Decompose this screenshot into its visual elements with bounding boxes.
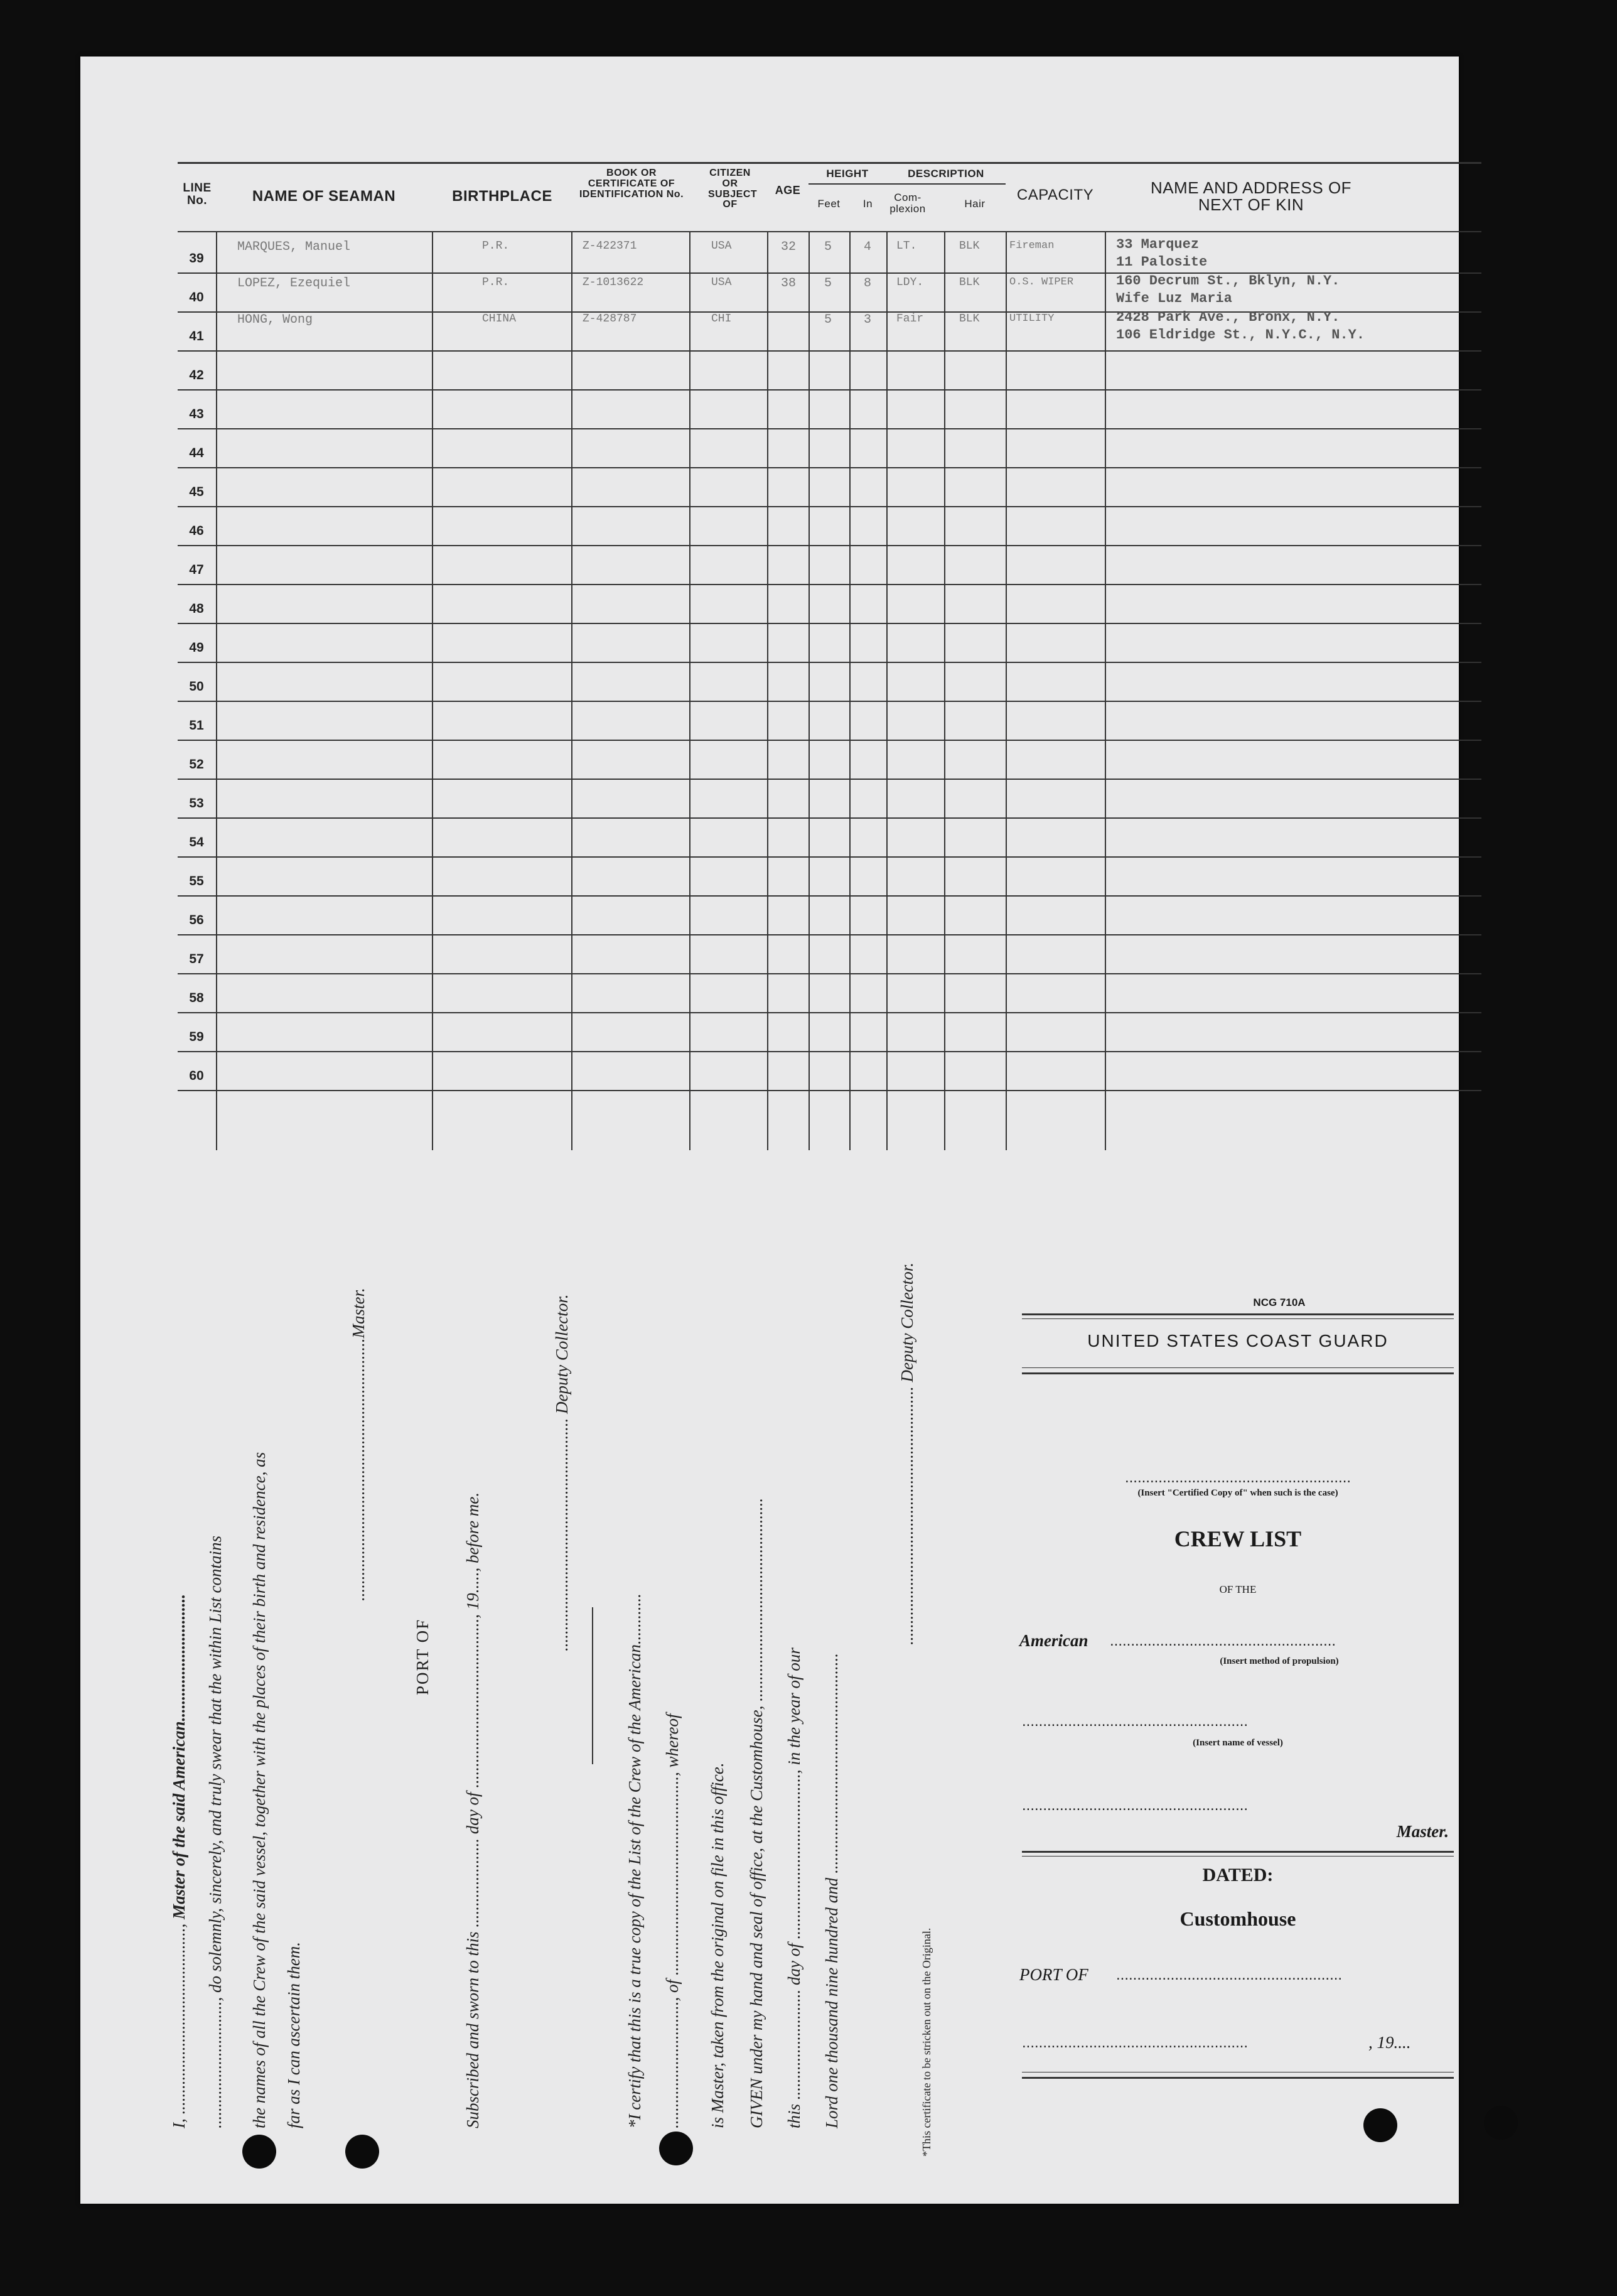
row-rule — [178, 856, 1481, 858]
header-name: NAME OF SEAMAN — [252, 188, 396, 205]
description-subrule — [886, 183, 1006, 185]
entry-hair: BLK — [959, 276, 980, 289]
header-hair: Hair — [964, 198, 986, 210]
port-of-panel-label: PORT OF — [1019, 1965, 1088, 1984]
certificate-line-1: *I certify that this is a true copy of the List of the Crew of the American............ — [625, 1593, 644, 2128]
row-rule — [178, 740, 1481, 741]
entry-citizen: USA — [711, 240, 732, 252]
of-the-label: OF THE — [1219, 1583, 1257, 1595]
row-rule — [178, 662, 1481, 663]
entry-citizen: CHI — [711, 313, 732, 325]
master-signature-line: ..............................................................Master. — [349, 1288, 368, 1601]
line-number: 44 — [189, 446, 204, 460]
line-number: 55 — [189, 874, 204, 888]
propulsion-blank: ...................................................... — [1110, 1632, 1336, 1649]
line-number: 48 — [189, 601, 204, 616]
oath-line-4: far as I can ascertain them. — [284, 1942, 303, 2128]
customhouse-label: Customhouse — [1179, 1907, 1296, 1930]
date-blank: ...................................................... — [1022, 2034, 1249, 2051]
entry-birthplace: P.R. — [482, 240, 510, 252]
deputy-collector-1: ....................................................... Deputy Collector. — [552, 1294, 571, 1651]
oath-line-2: .............................., do solemnly, sincerely, and truly swear that the within List contains — [206, 1536, 225, 2128]
header-next-of-kin: NAME AND ADDRESS OF NEXT OF KIN — [1150, 178, 1352, 215]
entry-next-of-kin: Wife Luz Maria — [1116, 291, 1232, 306]
panel-rule-mid2 — [1022, 1372, 1454, 1374]
row-rule — [178, 817, 1481, 819]
panel-rule-top — [1022, 1313, 1454, 1315]
header-in: In — [862, 198, 873, 210]
entry-complexion: Fair — [896, 313, 924, 325]
table-header-rule — [178, 231, 1481, 232]
entry-next-of-kin: 106 Eldridge St., N.Y.C., N.Y. — [1116, 327, 1365, 343]
line-number: 47 — [189, 563, 204, 577]
punch-hole — [1484, 2106, 1518, 2140]
entry-next-of-kin: 160 Decrum St., Bklyn, N.Y. — [1116, 273, 1340, 289]
panel-rule-mid — [1022, 1367, 1454, 1368]
height-subrule — [808, 183, 886, 185]
year-label: , 19.... — [1368, 2033, 1411, 2052]
header-line-no: LINE No. — [183, 181, 212, 207]
line-number: 39 — [189, 251, 204, 266]
line-number: 43 — [189, 407, 204, 421]
insert-vessel-note: (Insert name of vessel) — [1193, 1738, 1283, 1748]
header-description: DESCRIPTION — [908, 168, 984, 180]
line-number: 60 — [189, 1069, 204, 1083]
subscribed-line: Subscribed and sworn to this ..................... day of ........................................, 19....., before me. — [463, 1492, 482, 2128]
dated-label: DATED: — [1202, 1865, 1274, 1885]
certified-copy-blank: ...................................................... — [1124, 1469, 1351, 1486]
certificate-footnote: *This certificate to be stricken out on the Original. — [920, 1927, 933, 2157]
punch-hole — [1363, 2108, 1397, 2142]
line-number: 56 — [189, 913, 204, 927]
certificate-line-2: .............................., of ..............................................., whereof — [663, 1713, 682, 2128]
header-age: AGE — [775, 184, 801, 197]
table-top-rule — [178, 162, 1481, 164]
entry-feet: 5 — [824, 240, 832, 254]
entry-name: LOPEZ, Ezequiel — [237, 276, 351, 291]
header-birthplace: BIRTHPLACE — [452, 188, 552, 205]
header-book: BOOK OR CERTIFICATE OF IDENTIFICATION No. — [579, 168, 684, 200]
entry-book: Z-1013622 — [583, 276, 644, 289]
row-rule — [178, 389, 1481, 391]
entry-book: Z-428787 — [583, 313, 637, 325]
row-rule — [178, 545, 1481, 546]
row-rule — [178, 584, 1481, 585]
entry-inches: 4 — [864, 240, 872, 254]
form-number: NCG 710A — [1253, 1296, 1306, 1308]
entry-age: 38 — [781, 276, 797, 291]
certificate-line-5: this .......................... day of ......................................., in the year of our — [785, 1647, 803, 2128]
line-number: 57 — [189, 952, 204, 966]
crew-list-title: CREW LIST — [1174, 1526, 1302, 1551]
entry-capacity: O.S. WIPER — [1009, 276, 1074, 288]
entry-next-of-kin: 11 Palosite — [1116, 254, 1208, 270]
line-number: 45 — [189, 485, 204, 499]
row-rule — [178, 895, 1481, 897]
punch-hole — [242, 2135, 276, 2169]
entry-complexion: LDY. — [896, 276, 924, 289]
american-label: American — [1019, 1631, 1088, 1650]
row-rule — [178, 779, 1481, 780]
line-number: 54 — [189, 835, 204, 849]
header-height: HEIGHT — [826, 168, 869, 180]
entry-capacity: UTILITY — [1009, 313, 1055, 325]
insert-certified-note: (Insert "Certified Copy of" when such is the case) — [1137, 1488, 1338, 1498]
panel-rule-dated — [1022, 1851, 1454, 1853]
line-number: 49 — [189, 640, 204, 655]
line-number: 59 — [189, 1030, 204, 1044]
oath-line-1 — [169, 1594, 189, 2128]
line-number: 58 — [189, 991, 204, 1005]
entry-birthplace: CHINA — [482, 313, 517, 325]
entry-age: 32 — [781, 240, 797, 254]
entry-next-of-kin: 33 Marquez — [1116, 237, 1200, 252]
row-rule — [178, 1051, 1481, 1052]
port-of-label: PORT OF — [413, 1618, 432, 1695]
entry-next-of-kin: 2428 Park Ave., Bronx, N.Y. — [1116, 310, 1340, 325]
certificate-line-4: GIVEN under my hand and seal of office, at the Customhouse, ................................................ — [747, 1497, 766, 2128]
line-number: 50 — [189, 679, 204, 694]
entry-capacity: Fireman — [1009, 240, 1055, 252]
row-rule — [178, 973, 1481, 974]
entry-citizen: USA — [711, 276, 732, 289]
master-blank: ...................................................... — [1022, 1797, 1249, 1814]
punch-hole — [659, 2132, 693, 2165]
line-number: 42 — [189, 368, 204, 382]
row-rule — [178, 1012, 1481, 1013]
line-number: 46 — [189, 524, 204, 538]
oath-line-1a: I, ............................................, — [169, 1923, 188, 2128]
entry-hair: BLK — [959, 313, 980, 325]
row-rule — [178, 1090, 1481, 1091]
certificate-line-6: Lord one thousand nine hundred and .................................................... — [822, 1653, 841, 2128]
header-complexion: Com-plexion — [889, 191, 926, 215]
row-rule — [178, 467, 1481, 468]
certificate-line-3: is Master, taken from the original on file in this office. — [708, 1762, 727, 2128]
entry-complexion: LT. — [896, 240, 917, 252]
entry-name: MARQUES, Manuel — [237, 240, 351, 254]
header-citizen: CITIZEN OR SUBJECT OF — [708, 168, 758, 210]
line-number: 41 — [189, 329, 204, 343]
entry-inches: 3 — [864, 313, 872, 327]
row-rule — [178, 350, 1481, 352]
oath-line-3: the names of all the Crew of the said vessel, together with the places of their birth and residence, as — [250, 1452, 269, 2128]
entry-feet: 5 — [824, 313, 832, 327]
header-feet: Feet — [817, 198, 841, 210]
line-number: 51 — [189, 718, 204, 733]
row-rule — [178, 623, 1481, 624]
row-rule — [178, 934, 1481, 935]
row-rule — [178, 701, 1481, 702]
panel-rule-bottom2 — [1022, 2077, 1454, 2079]
row-rule — [178, 506, 1481, 507]
agency-name: UNITED STATES COAST GUARD — [1087, 1331, 1389, 1350]
header-capacity: CAPACITY — [1016, 186, 1094, 203]
line-number: 40 — [189, 290, 204, 305]
row-rule — [178, 428, 1481, 429]
master-label: Master. — [1396, 1822, 1449, 1841]
entry-hair: BLK — [959, 240, 980, 252]
entry-book: Z-422371 — [583, 240, 637, 252]
entry-name: HONG, Wong — [237, 313, 313, 327]
vessel-blank: ...................................................... — [1022, 1713, 1249, 1730]
panel-rule-top2 — [1022, 1318, 1454, 1319]
line-number: 53 — [189, 796, 204, 811]
entry-birthplace: P.R. — [482, 276, 510, 289]
line-number: 52 — [189, 757, 204, 772]
entry-feet: 5 — [824, 276, 832, 291]
entry-inches: 8 — [864, 276, 872, 291]
crew-list-page — [80, 57, 1459, 2204]
panel-rule-dated2 — [1022, 1856, 1454, 1857]
separator-rule — [592, 1607, 593, 1764]
port-of-blank: ...................................................... — [1116, 1966, 1343, 1983]
insert-method-note: (Insert method of propulsion) — [1220, 1656, 1339, 1666]
punch-hole — [345, 2135, 379, 2169]
deputy-collector-2: ............................................................. Deputy Collector. — [898, 1263, 916, 1645]
oath-line-1b: Master of the said American.............................. — [169, 1593, 188, 1919]
